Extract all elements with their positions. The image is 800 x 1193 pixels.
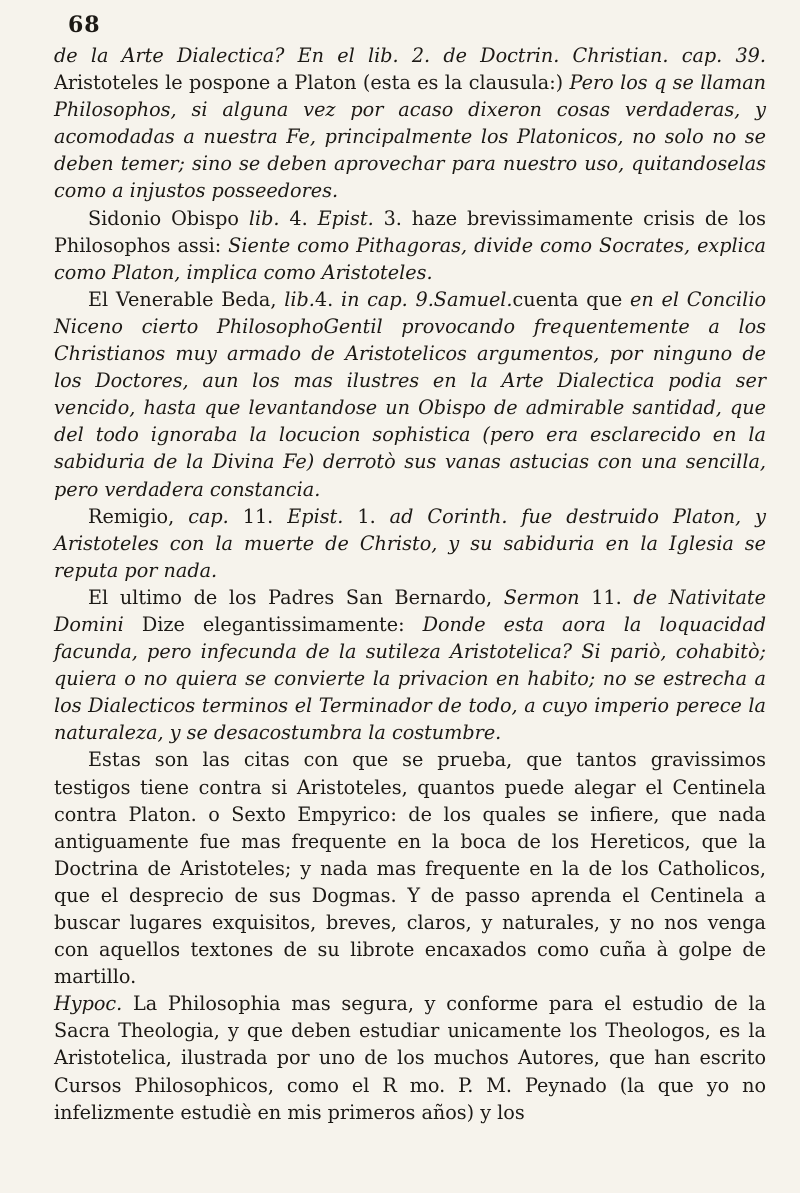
italic-text: Siente como Pithagoras, divide como Socrates, explica como Platon, implica como Aristoteles.: [54, 233, 766, 284]
text-run: 4.: [289, 206, 318, 230]
text-run: 1.: [357, 504, 390, 528]
text-run: 11.: [591, 585, 634, 609]
text-run: cuenta que: [512, 287, 630, 311]
text-run: Sidonio Obispo: [88, 206, 249, 230]
italic-text: Sermon: [503, 585, 592, 609]
italic-text: Donde esta aora la loquacidad facunda, pero infecunda de la sutileza Aristotelica? Si pariò, cohabitò; quiera o no quiera se convierte la privacion en habito; no se estrecha a los Dialecticos terminos el Terminador de todo, a cuyo imperio perece la naturaleza, y se desacostumbra la costumbre.: [54, 612, 766, 745]
text-run: El Venerable Beda,: [88, 287, 285, 311]
text-run: Remigio,: [88, 504, 189, 528]
text-run: Estas son las citas con que se prueba, que tantos gravissimos testigos tiene contra si Aristoteles, quantos puede alegar el Centinela contra Platon. o Sexto Empyrico: de los quales se infiere, que nada antiguamente fue mas frequente en la boca de los Hereticos, que la Doctrina de Aristoteles; y nada mas frequente en la de los Catholicos, que el desprecio de sus Dogmas. Y de passo aprenda el Centinela a buscar lugares exquisitos, breves, claros, y naturales, y no nos venga con aquellos textones de su librote encaxados como cuña à golpe de martillo.: [54, 748, 766, 989]
text-run: El ultimo de los Padres San Bernardo,: [88, 585, 504, 609]
paragraph: [54, 990, 766, 1125]
italic-text: Hypoc.: [54, 992, 133, 1016]
italic-text: lib.: [284, 287, 315, 311]
text-run: 4.: [314, 287, 341, 311]
paragraph: [54, 746, 766, 990]
italic-text: en el Concilio Niceno cierto PhilosophoGentil provocando frequentemente a los Christianos muy armado de Aristotelicos argumentos, por ninguno de los Doctores, aun los mas ilustres en la Arte Dialectica podia ser vencido, hasta que levantandose un Obispo de admirable santidad, que del todo ignoraba la locucion sophistica (pero era esclarecido en la sabiduria de la Divina Fe) derrotò sus vanas astucias con una sencilla, pero verdadera constancia.: [54, 287, 767, 501]
text-run: Dize elegantissimamente:: [141, 612, 423, 636]
text-run: 3. haze brevissimamente crisis de los Philosophos assi:: [54, 206, 766, 257]
italic-text: de la Arte Dialectica? En el lib. 2. de Doctrin. Christian. cap. 39.: [54, 44, 766, 67]
italic-text: lib.: [248, 206, 290, 230]
italic-text: cap.: [188, 504, 243, 528]
paragraph: [54, 42, 766, 205]
italic-text: de Nativitate Domini: [54, 585, 766, 636]
paragraph: [54, 286, 766, 503]
page-number: 68: [68, 12, 101, 38]
paragraph: [54, 205, 766, 286]
text-run: Aristoteles le pospone a Platon (esta es la clausula:): [54, 71, 570, 95]
text-run: La Philosophia mas segura, y conforme para el estudio de la Sacra Theologia, y que deben estudiar unicamente los Theologos, es la Aristotelica, ilustrada por uno de los muchos Autores, que han escrito Cursos Philosophicos, como el R mo. P. M. Peynado (la que yo no infelizmente estudiè en mis primeros años) y los: [54, 992, 766, 1124]
italic-text: Epist.: [287, 504, 358, 528]
italic-text: Epist.: [317, 206, 384, 230]
paragraph: [54, 503, 766, 584]
paragraph: [54, 584, 766, 747]
italic-text: ad Corinth. fue destruido Platon, y Aristoteles con la muerte de Christo, y su sabiduria en la Iglesia se reputa por nada.: [54, 504, 766, 582]
body-text: [54, 42, 766, 1126]
italic-text: Pero los q se llaman Philosophos, si alguna vez por acaso dixeron cosas verdaderas, y acomodadas a nuestra Fe, principalmente los Platonicos, no solo no se deben temer; sino se deben aprovechar para nuestro uso, quitandoselas como a injustos posseedores.: [54, 71, 766, 203]
text-run: 11.: [242, 504, 288, 528]
italic-text: in cap. 9.Samuel.: [340, 287, 513, 311]
